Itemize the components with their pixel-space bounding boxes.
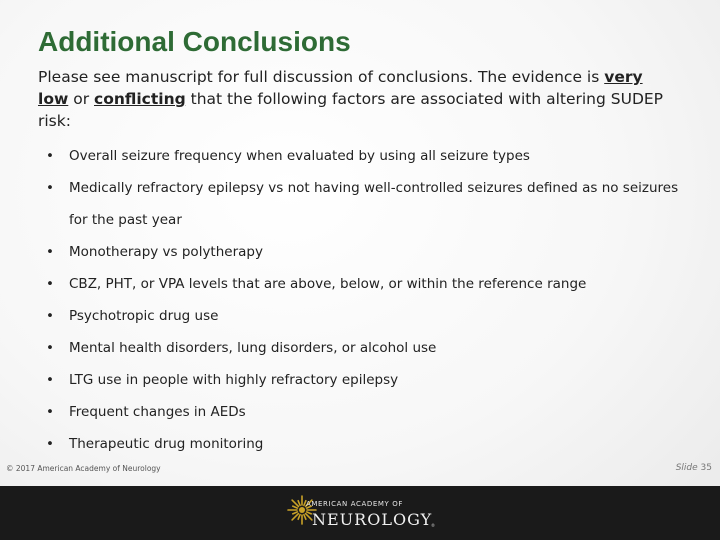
- list-item-text: Medically refractory epilepsy vs not having well-controlled seizures defined as no seizures for the past year: [69, 180, 679, 228]
- intro-emphasis-very-low: very low: [38, 68, 643, 108]
- list-item-text: LTG use in people with highly refractory epilepsy: [69, 372, 399, 388]
- list-item: [46, 300, 686, 332]
- slide-number: [676, 463, 712, 473]
- list-item: [46, 332, 686, 364]
- list-item: [46, 428, 686, 460]
- intro-paragraph: [38, 66, 668, 132]
- list-item-text: Monotherapy vs polytherapy: [69, 244, 263, 260]
- list-item-text: CBZ, PHT, or VPA levels that are above, below, or within the reference range: [69, 276, 587, 292]
- logo-text-neurology: NEUROLOGY: [312, 510, 433, 529]
- slide-number-label: Slide: [675, 463, 698, 473]
- bullet-icon: •: [46, 404, 54, 420]
- bullet-icon: •: [46, 180, 54, 196]
- slide-number-value: 35: [700, 463, 712, 473]
- list-item: [46, 364, 686, 396]
- intro-text-part1: Please see manuscript for full discussion of conclusions. The evidence is: [38, 68, 605, 86]
- conclusion-list: [46, 140, 686, 460]
- slide-title: Additional Conclusions: [38, 26, 351, 57]
- bullet-icon: •: [46, 276, 54, 292]
- list-item: [46, 236, 686, 268]
- list-item-text: Mental health disorders, lung disorders, or alcohol use: [69, 340, 437, 356]
- list-item-text: Overall seizure frequency when evaluated by using all seizure types: [69, 148, 530, 164]
- list-item: [46, 140, 686, 172]
- bullet-icon: •: [46, 372, 54, 388]
- bullet-icon: •: [46, 244, 54, 260]
- copyright-notice: © 2017 American Academy of Neurology: [6, 464, 161, 473]
- bullet-icon: •: [46, 148, 54, 164]
- intro-text-part3: that the following factors are associated with altering SUDEP risk:: [38, 90, 664, 130]
- intro-text-part2: or: [68, 90, 94, 108]
- list-item-text: Psychotropic drug use: [69, 308, 219, 324]
- list-item: [46, 268, 686, 300]
- list-item: [46, 396, 686, 428]
- bullet-icon: •: [46, 340, 54, 356]
- list-item-text: Frequent changes in AEDs: [69, 404, 246, 420]
- logo-text-academy: AMERICAN ACADEMY OF: [306, 500, 403, 508]
- list-item-text: Therapeutic drug monitoring: [69, 436, 264, 452]
- list-item: [46, 172, 686, 236]
- logo-trademark: ®: [431, 523, 435, 528]
- bullet-icon: •: [46, 308, 54, 324]
- aan-logo: [284, 494, 444, 534]
- bullet-icon: •: [46, 436, 54, 452]
- intro-emphasis-conflicting: conflicting: [94, 90, 186, 108]
